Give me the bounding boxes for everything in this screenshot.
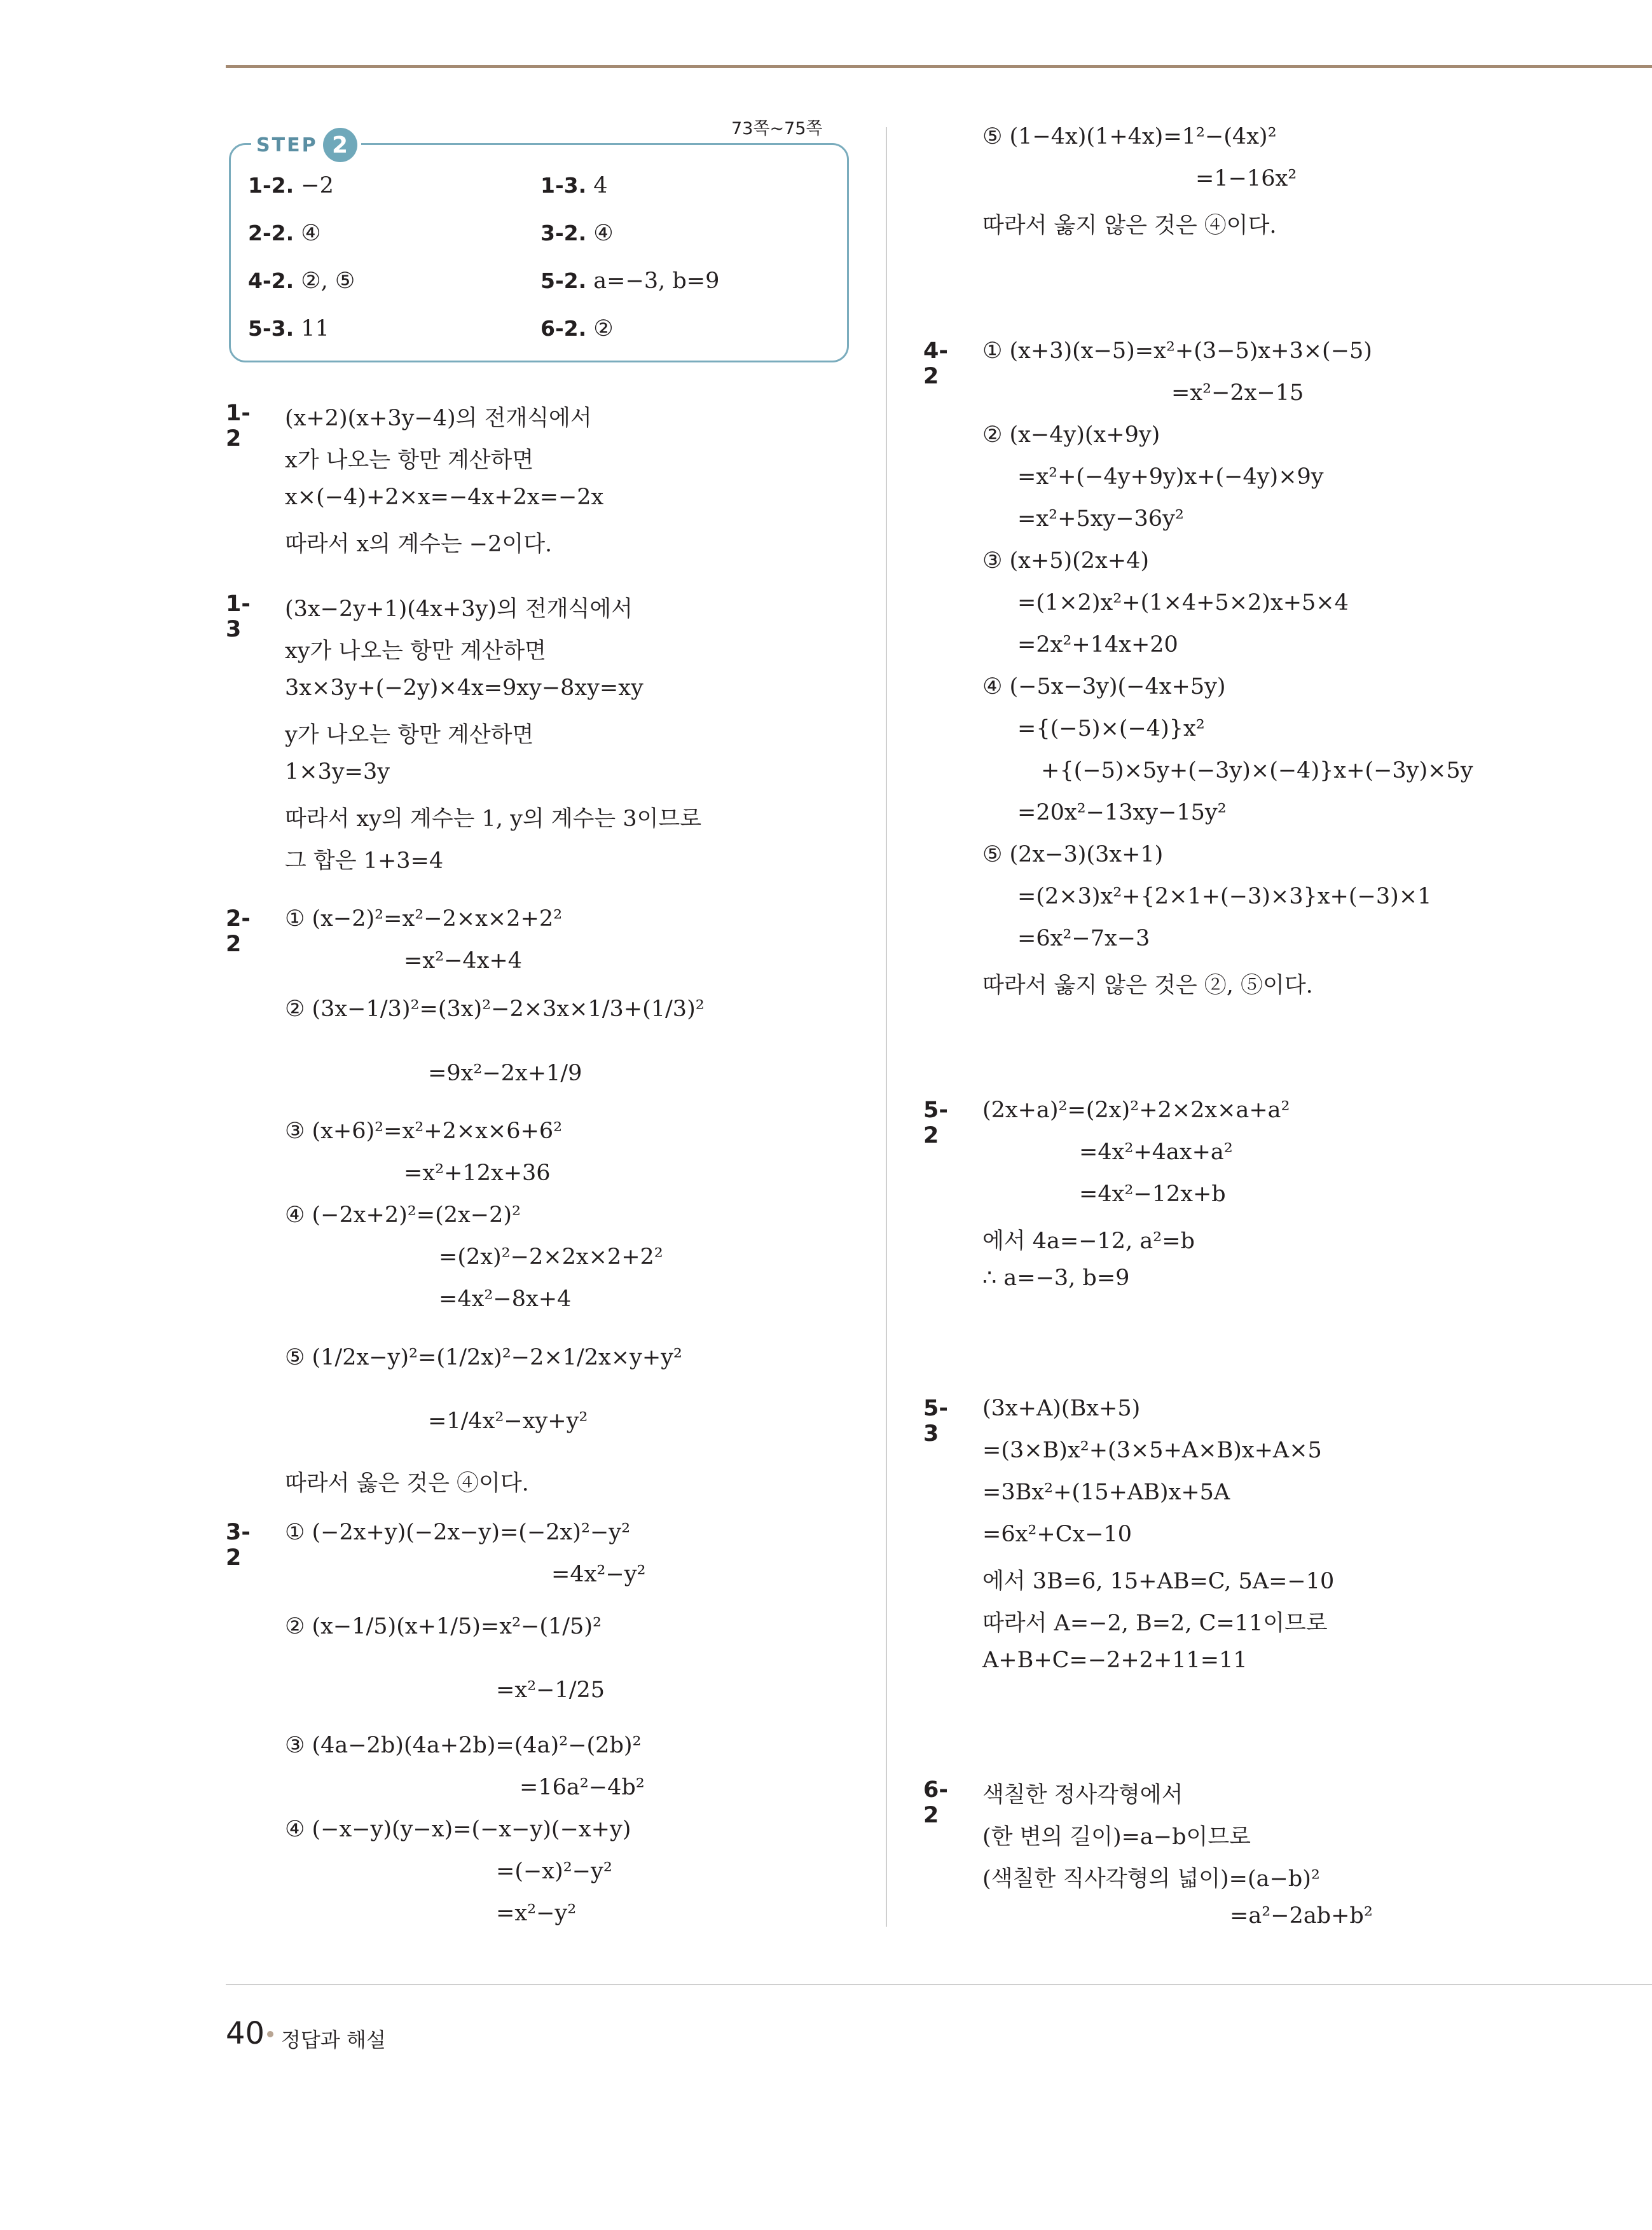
solution-line: 1×3y=3y (285, 759, 390, 785)
solution-line: =4x²+4ax+a² (1079, 1139, 1233, 1165)
solution-line: =x²−y² (496, 1901, 577, 1926)
solution-line: =(2×3)x²+{2×1+(−3)×3}x+(−3)×1 (1017, 884, 1432, 909)
solution-line: ⑤ (1−4x)(1+4x)=1²−(4x)² (982, 124, 1277, 149)
answer-id: 2-2. (248, 221, 294, 245)
solution-line: =(1×2)x²+(1×4+5×2)x+5×4 (1017, 590, 1349, 616)
answer-id: 5-2. (540, 268, 587, 293)
solution-line: 따라서 A=−2, B=2, C=11이므로 (982, 1611, 1328, 1636)
solution-line: (3x−2y+1)(4x+3y)의 전개식에서 (285, 596, 633, 622)
solution-line: 에서 3B=6, 15+AB=C, 5A=−10 (982, 1569, 1335, 1594)
answer-id: 6-2. (540, 316, 587, 341)
solution-line: =16a²−4b² (520, 1775, 645, 1800)
answer-value: 11 (301, 316, 329, 341)
answer-id: 1-3. (540, 173, 587, 198)
solution-line: =9x²−2x+1/9 (428, 1061, 582, 1086)
answer-value: ④ (593, 221, 614, 246)
problem-id: 1-2 (226, 401, 251, 451)
footer-title: 정답과 해설 (281, 2028, 386, 2052)
solution-line: ② (x−1/5)(x+1/5)=x²−(1/5)² (285, 1614, 602, 1639)
solution-line: 3x×3y+(−2y)×4x=9xy−8xy=xy (285, 675, 644, 701)
solution-line: +{(−5)×5y+(−3y)×(−4)}x+(−3y)×5y (1041, 758, 1473, 783)
solution-line: =x²−2x−15 (1171, 380, 1304, 406)
answer-item (248, 173, 540, 198)
solution-line: (색칠한 직사각형의 넓이)=(a−b)² (982, 1866, 1320, 1892)
answer-id: 1-2. (248, 173, 294, 198)
solution-line: xy가 나오는 항만 계산하면 (285, 638, 546, 664)
solution-line: =3Bx²+(15+AB)x+5A (982, 1480, 1230, 1505)
solution-line: (3x+A)(Bx+5) (982, 1396, 1141, 1421)
solution-line: =20x²−13xy−15y² (1017, 800, 1227, 825)
solution-line: =4x²−12x+b (1079, 1181, 1226, 1207)
solution-line: 따라서 옳지 않은 것은 ④이다. (982, 213, 1277, 238)
solution-line: 따라서 xy의 계수는 1, y의 계수는 3이므로 (285, 806, 702, 832)
solution-line: ② (3x−1/3)²=(3x)²−2×3x×1/3+(1/3)² (285, 996, 705, 1022)
answer-item (540, 173, 833, 198)
answer-value: 4 (593, 173, 608, 198)
solution-line: 색칠한 정사각형에서 (982, 1782, 1183, 1808)
solution-line: =(2x)²−2×2x×2+2² (439, 1244, 663, 1270)
solution-line: ① (−2x+y)(−2x−y)=(−2x)²−y² (285, 1520, 631, 1545)
solution-line: =x²−4x+4 (404, 948, 523, 974)
solution-line: 에서 4a=−12, a²=b (982, 1229, 1195, 1254)
step-label (251, 127, 361, 163)
solution-line: ① (x+3)(x−5)=x²+(3−5)x+3×(−5) (982, 338, 1372, 364)
answer-value: ②, ⑤ (301, 268, 355, 294)
solution-line: =a²−2ab+b² (1230, 1903, 1373, 1929)
solution-line: =2x²+14x+20 (1017, 632, 1178, 657)
problem-id: 5-3 (923, 1396, 948, 1447)
answer-grid (248, 173, 833, 341)
problem-id: 1-3 (226, 591, 251, 642)
solution-line: ③ (x+5)(2x+4) (982, 548, 1150, 574)
solution-line: =x²+(−4y+9y)x+(−4y)×9y (1017, 464, 1324, 490)
solution-line: (2x+a)²=(2x)²+2×2x×a+a² (982, 1098, 1290, 1123)
solution-line: y가 나오는 항만 계산하면 (285, 722, 534, 748)
solution-line: =(3×B)x²+(3×5+A×B)x+A×5 (982, 1438, 1322, 1463)
answer-value: ② (593, 316, 614, 341)
footer-bullet (267, 2031, 273, 2037)
answer-value: −2 (301, 173, 334, 198)
solution-line: ③ (x+6)²=x²+2×x×6+6² (285, 1118, 563, 1144)
solution-line: x×(−4)+2×x=−4x+2x=−2x (285, 485, 604, 510)
solution-line: ∴ a=−3, b=9 (982, 1265, 1130, 1291)
solution-line: x가 나오는 항만 계산하면 (285, 448, 534, 473)
answer-value: ④ (301, 221, 321, 246)
solution-line: ② (x−4y)(x+9y) (982, 422, 1160, 448)
solution-line: =6x²−7x−3 (1017, 926, 1150, 951)
solution-line: =(−x)²−y² (496, 1859, 612, 1884)
solution-line: =1/4x²−xy+y² (428, 1408, 588, 1434)
solution-line: ⑤ (2x−3)(3x+1) (982, 842, 1164, 867)
solution-line: ={(−5)×(−4)}x² (1017, 716, 1205, 741)
solution-line: A+B+C=−2+2+11=11 (982, 1648, 1248, 1673)
page-number: 40 (226, 2016, 265, 2051)
problem-id: 6-2 (923, 1777, 948, 1828)
step-number-badge: 2 (323, 128, 357, 162)
solution-line: 따라서 옳은 것은 ④이다. (285, 1471, 529, 1496)
problem-id: 4-2 (923, 338, 948, 389)
problem-id: 2-2 (226, 906, 251, 957)
answer-id: 3-2. (540, 221, 587, 245)
column-divider (886, 127, 887, 1927)
solution-line: ④ (−5x−3y)(−4x+5y) (982, 674, 1226, 699)
top-rule (226, 65, 1652, 68)
solution-line: ④ (−x−y)(y−x)=(−x−y)(−x+y) (285, 1817, 631, 1842)
answer-item (540, 268, 833, 294)
solution-line: =x²+5xy−36y² (1017, 506, 1184, 532)
solution-line: 따라서 옳지 않은 것은 ②, ⑤이다. (982, 973, 1313, 998)
solution-line: =x²+12x+36 (404, 1160, 551, 1186)
solution-line: ① (x−2)²=x²−2×x×2+2² (285, 906, 563, 932)
answer-item (248, 268, 540, 294)
answer-item (540, 316, 833, 341)
answer-item (248, 316, 540, 341)
solution-line: ④ (−2x+2)²=(2x−2)² (285, 1202, 521, 1228)
footer-rule (226, 1984, 1652, 1985)
step-page-range: 73쪽~75쪽 (731, 119, 823, 139)
solution-line: 따라서 x의 계수는 −2이다. (285, 532, 553, 557)
answer-item (540, 221, 833, 246)
answer-id: 4-2. (248, 268, 294, 293)
answer-item (248, 221, 540, 246)
solution-line: =x²−1/25 (496, 1677, 605, 1703)
answer-id: 5-3. (248, 316, 294, 341)
answer-value: a=−3, b=9 (593, 268, 720, 294)
solution-line: =4x²−y² (551, 1562, 646, 1587)
solution-line: =1−16x² (1195, 166, 1297, 191)
solution-line: =4x²−8x+4 (439, 1286, 572, 1312)
solution-line: =6x²+Cx−10 (982, 1522, 1132, 1547)
solution-line: ⑤ (1/2x−y)²=(1/2x)²−2×1/2x×y+y² (285, 1345, 682, 1370)
solution-line: 그 합은 1+3=4 (285, 848, 444, 874)
problem-id: 3-2 (226, 1520, 251, 1571)
solution-line: (x+2)(x+3y−4)의 전개식에서 (285, 406, 592, 431)
problem-id: 5-2 (923, 1098, 948, 1148)
solution-line: (한 변의 길이)=a−b이므로 (982, 1824, 1251, 1850)
step-text: STEP (256, 134, 318, 156)
solution-line: ③ (4a−2b)(4a+2b)=(4a)²−(2b)² (285, 1733, 642, 1758)
